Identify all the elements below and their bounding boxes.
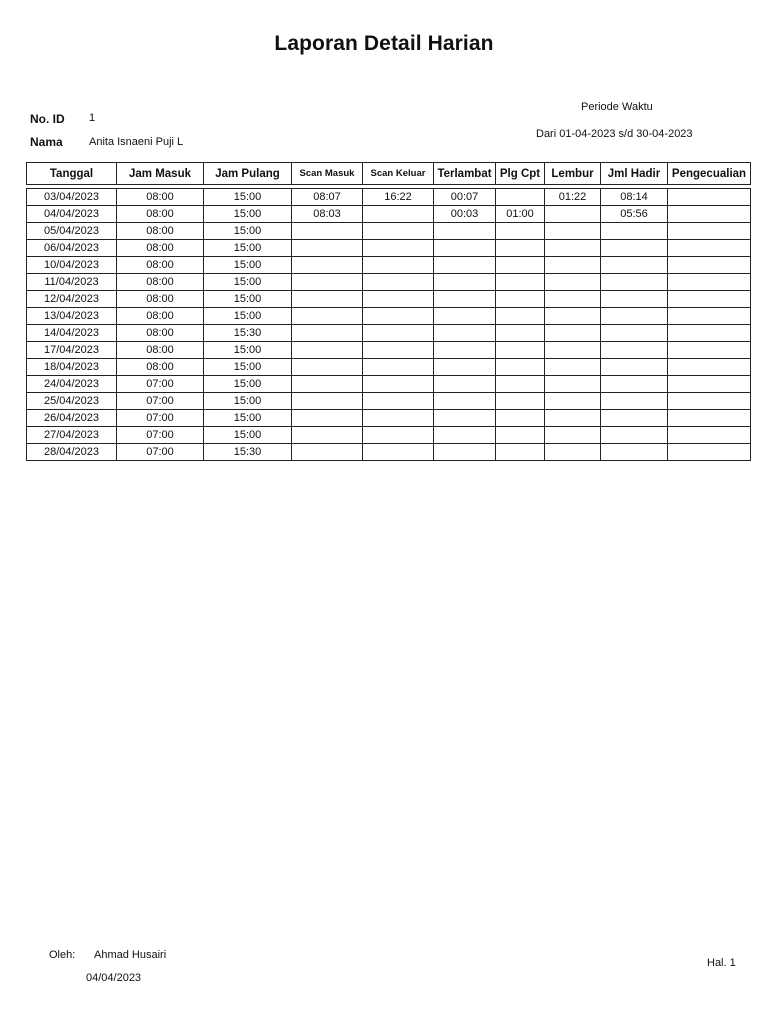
cell-tanggal: 11/04/2023 [27, 274, 117, 291]
cell-tanggal: 03/04/2023 [27, 189, 117, 206]
cell-jam-masuk: 08:00 [117, 274, 204, 291]
cell-scan-masuk [292, 342, 363, 359]
cell-tanggal: 27/04/2023 [27, 427, 117, 444]
cell-scan-masuk [292, 393, 363, 410]
cell-terlambat [434, 291, 496, 308]
cell-jam-pulang: 15:30 [204, 325, 292, 342]
cell-jam-pulang: 15:00 [204, 393, 292, 410]
cell-jam-pulang: 15:00 [204, 342, 292, 359]
cell-plg-cpt [496, 325, 545, 342]
cell-jml-hadir [601, 359, 668, 376]
cell-scan-masuk [292, 444, 363, 461]
id-label: No. ID [30, 112, 65, 126]
table-row [27, 325, 751, 342]
cell-plg-cpt [496, 189, 545, 206]
cell-pengecualian [668, 206, 751, 223]
table-header-row [27, 163, 751, 185]
cell-jam-pulang: 15:00 [204, 189, 292, 206]
cell-terlambat [434, 223, 496, 240]
cell-tanggal: 24/04/2023 [27, 376, 117, 393]
cell-tanggal: 10/04/2023 [27, 257, 117, 274]
cell-jml-hadir [601, 393, 668, 410]
cell-jam-pulang: 15:00 [204, 376, 292, 393]
cell-scan-keluar [363, 325, 434, 342]
cell-pengecualian [668, 444, 751, 461]
cell-jam-pulang: 15:00 [204, 410, 292, 427]
cell-lembur [545, 342, 601, 359]
cell-plg-cpt [496, 291, 545, 308]
cell-terlambat [434, 376, 496, 393]
cell-tanggal: 04/04/2023 [27, 206, 117, 223]
cell-scan-masuk [292, 410, 363, 427]
cell-terlambat: 00:03 [434, 206, 496, 223]
cell-pengecualian [668, 223, 751, 240]
cell-jml-hadir [601, 427, 668, 444]
footer-date: 04/04/2023 [86, 972, 142, 984]
header-scan-masuk: Scan Masuk [292, 163, 363, 185]
cell-scan-masuk [292, 274, 363, 291]
cell-tanggal: 06/04/2023 [27, 240, 117, 257]
cell-lembur: 01:22 [545, 189, 601, 206]
cell-terlambat [434, 257, 496, 274]
header-tanggal: Tanggal [27, 163, 117, 185]
cell-plg-cpt [496, 223, 545, 240]
table-row [27, 376, 751, 393]
table-body [27, 189, 751, 461]
table-row [27, 359, 751, 376]
cell-lembur [545, 274, 601, 291]
footer-by-name: Ahmad Husairi [94, 949, 167, 961]
cell-scan-masuk [292, 240, 363, 257]
cell-plg-cpt [496, 427, 545, 444]
cell-terlambat [434, 325, 496, 342]
cell-plg-cpt [496, 257, 545, 274]
table-row [27, 291, 751, 308]
cell-scan-masuk [292, 308, 363, 325]
cell-lembur [545, 206, 601, 223]
header-scan-keluar: Scan Keluar [363, 163, 434, 185]
cell-plg-cpt [496, 376, 545, 393]
cell-jam-masuk: 07:00 [117, 427, 204, 444]
cell-tanggal: 17/04/2023 [27, 342, 117, 359]
table-row [27, 410, 751, 427]
cell-scan-masuk [292, 257, 363, 274]
cell-terlambat [434, 410, 496, 427]
cell-lembur [545, 444, 601, 461]
cell-plg-cpt [496, 274, 545, 291]
cell-jam-pulang: 15:00 [204, 359, 292, 376]
cell-scan-keluar [363, 206, 434, 223]
cell-scan-keluar [363, 393, 434, 410]
name-value: Anita Isnaeni Puji L [89, 136, 184, 148]
cell-lembur [545, 427, 601, 444]
header-pengecualian: Pengecualian [668, 163, 751, 185]
cell-scan-masuk [292, 427, 363, 444]
cell-jam-masuk: 08:00 [117, 206, 204, 223]
page-number: Hal. 1 [707, 957, 736, 969]
cell-jam-pulang: 15:00 [204, 257, 292, 274]
cell-jam-pulang: 15:00 [204, 206, 292, 223]
cell-pengecualian [668, 410, 751, 427]
cell-jam-masuk: 08:00 [117, 342, 204, 359]
cell-scan-keluar [363, 308, 434, 325]
cell-jam-pulang: 15:00 [204, 274, 292, 291]
cell-terlambat [434, 240, 496, 257]
header-jam-masuk: Jam Masuk [117, 163, 204, 185]
cell-scan-masuk [292, 325, 363, 342]
cell-plg-cpt [496, 308, 545, 325]
cell-scan-masuk: 08:07 [292, 189, 363, 206]
cell-tanggal: 12/04/2023 [27, 291, 117, 308]
cell-pengecualian [668, 308, 751, 325]
cell-scan-keluar [363, 223, 434, 240]
cell-lembur [545, 359, 601, 376]
table-row [27, 257, 751, 274]
cell-lembur [545, 376, 601, 393]
cell-pengecualian [668, 342, 751, 359]
cell-pengecualian [668, 427, 751, 444]
cell-jml-hadir [601, 376, 668, 393]
cell-scan-keluar [363, 376, 434, 393]
cell-jam-pulang: 15:00 [204, 291, 292, 308]
period-label: Periode Waktu [581, 101, 653, 113]
cell-plg-cpt [496, 393, 545, 410]
cell-jam-masuk: 08:00 [117, 291, 204, 308]
cell-plg-cpt [496, 359, 545, 376]
cell-lembur [545, 393, 601, 410]
cell-jml-hadir [601, 444, 668, 461]
table-row [27, 274, 751, 291]
cell-scan-keluar [363, 240, 434, 257]
cell-pengecualian [668, 291, 751, 308]
cell-jam-masuk: 08:00 [117, 189, 204, 206]
cell-jml-hadir [601, 257, 668, 274]
cell-pengecualian [668, 359, 751, 376]
cell-jml-hadir [601, 325, 668, 342]
cell-jam-masuk: 07:00 [117, 376, 204, 393]
cell-lembur [545, 308, 601, 325]
cell-jml-hadir: 05:56 [601, 206, 668, 223]
cell-pengecualian [668, 257, 751, 274]
cell-jam-masuk: 08:00 [117, 240, 204, 257]
cell-plg-cpt [496, 342, 545, 359]
cell-tanggal: 14/04/2023 [27, 325, 117, 342]
header-jml-hadir: Jml Hadir [601, 163, 668, 185]
cell-pengecualian [668, 189, 751, 206]
cell-jml-hadir: 08:14 [601, 189, 668, 206]
cell-jam-pulang: 15:00 [204, 308, 292, 325]
header-jam-pulang: Jam Pulang [204, 163, 292, 185]
period-range: Dari 01-04-2023 s/d 30-04-2023 [536, 128, 693, 140]
cell-tanggal: 28/04/2023 [27, 444, 117, 461]
cell-tanggal: 05/04/2023 [27, 223, 117, 240]
cell-lembur [545, 291, 601, 308]
cell-lembur [545, 325, 601, 342]
cell-terlambat [434, 444, 496, 461]
cell-jam-pulang: 15:00 [204, 427, 292, 444]
cell-scan-keluar [363, 274, 434, 291]
cell-jml-hadir [601, 274, 668, 291]
table-row [27, 223, 751, 240]
id-value: 1 [89, 112, 96, 124]
cell-pengecualian [668, 274, 751, 291]
cell-scan-keluar [363, 342, 434, 359]
cell-jam-masuk: 08:00 [117, 223, 204, 240]
cell-scan-keluar [363, 359, 434, 376]
cell-plg-cpt [496, 410, 545, 427]
cell-tanggal: 13/04/2023 [27, 308, 117, 325]
cell-scan-masuk [292, 291, 363, 308]
cell-jml-hadir [601, 410, 668, 427]
table-row [27, 393, 751, 410]
cell-lembur [545, 410, 601, 427]
cell-tanggal: 26/04/2023 [27, 410, 117, 427]
cell-terlambat [434, 274, 496, 291]
cell-lembur [545, 223, 601, 240]
cell-terlambat [434, 427, 496, 444]
cell-terlambat [434, 359, 496, 376]
table-row [27, 427, 751, 444]
footer-by-label: Oleh: [49, 949, 76, 961]
cell-scan-keluar [363, 444, 434, 461]
cell-jam-masuk: 07:00 [117, 393, 204, 410]
cell-lembur [545, 257, 601, 274]
table-row [27, 189, 751, 206]
attendance-table [26, 162, 751, 461]
cell-terlambat [434, 393, 496, 410]
table-row [27, 240, 751, 257]
cell-scan-masuk [292, 359, 363, 376]
cell-terlambat: 00:07 [434, 189, 496, 206]
cell-terlambat [434, 308, 496, 325]
cell-scan-masuk [292, 376, 363, 393]
cell-scan-keluar: 16:22 [363, 189, 434, 206]
cell-scan-masuk [292, 223, 363, 240]
cell-jml-hadir [601, 223, 668, 240]
cell-scan-keluar [363, 427, 434, 444]
cell-jml-hadir [601, 240, 668, 257]
cell-scan-masuk: 08:03 [292, 206, 363, 223]
cell-jml-hadir [601, 342, 668, 359]
cell-jml-hadir [601, 308, 668, 325]
cell-terlambat [434, 342, 496, 359]
header-lembur: Lembur [545, 163, 601, 185]
header-terlambat: Terlambat [434, 163, 496, 185]
cell-tanggal: 18/04/2023 [27, 359, 117, 376]
cell-jam-masuk: 07:00 [117, 410, 204, 427]
table-row [27, 444, 751, 461]
header-plg-cpt: Plg Cpt [496, 163, 545, 185]
cell-pengecualian [668, 376, 751, 393]
cell-jam-pulang: 15:30 [204, 444, 292, 461]
cell-lembur [545, 240, 601, 257]
cell-jml-hadir [601, 291, 668, 308]
cell-jam-pulang: 15:00 [204, 223, 292, 240]
cell-pengecualian [668, 240, 751, 257]
name-label: Nama [30, 135, 63, 149]
cell-pengecualian [668, 393, 751, 410]
cell-jam-masuk: 08:00 [117, 257, 204, 274]
cell-plg-cpt [496, 240, 545, 257]
cell-scan-keluar [363, 410, 434, 427]
cell-plg-cpt [496, 444, 545, 461]
cell-jam-masuk: 08:00 [117, 359, 204, 376]
cell-tanggal: 25/04/2023 [27, 393, 117, 410]
cell-plg-cpt: 01:00 [496, 206, 545, 223]
cell-jam-masuk: 07:00 [117, 444, 204, 461]
table-row [27, 342, 751, 359]
cell-pengecualian [668, 325, 751, 342]
report-title: Laporan Detail Harian [274, 32, 494, 55]
cell-jam-masuk: 08:00 [117, 308, 204, 325]
cell-scan-keluar [363, 257, 434, 274]
table-row [27, 308, 751, 325]
cell-jam-masuk: 08:00 [117, 325, 204, 342]
cell-scan-keluar [363, 291, 434, 308]
cell-jam-pulang: 15:00 [204, 240, 292, 257]
table-row [27, 206, 751, 223]
